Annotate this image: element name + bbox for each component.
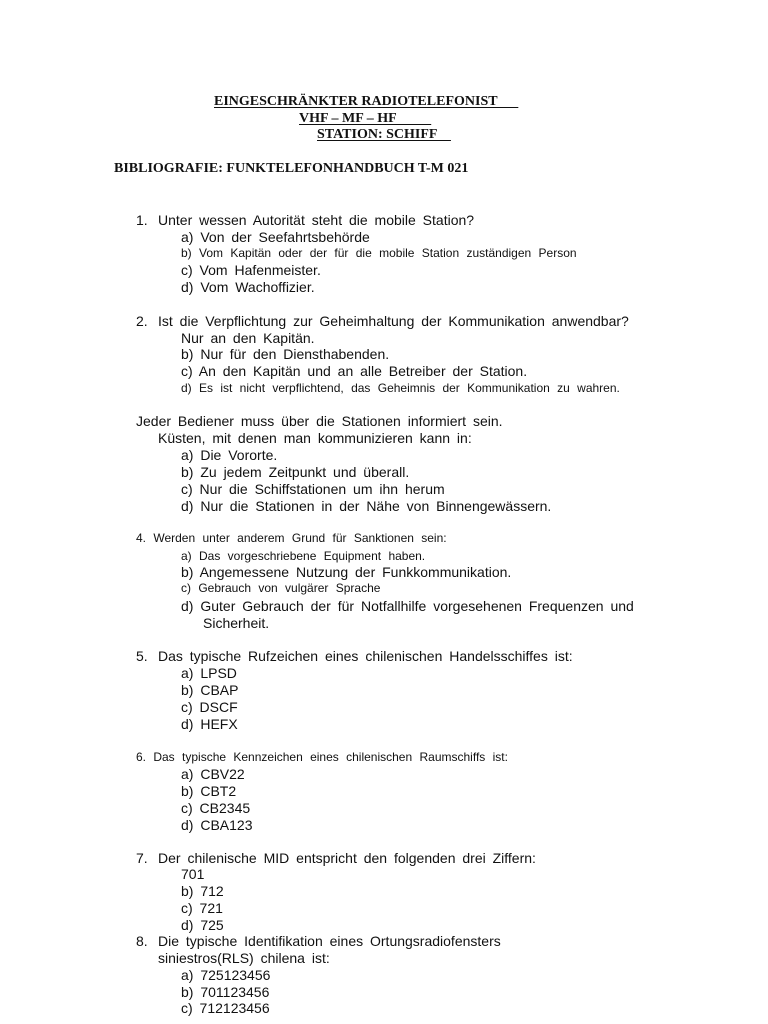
question-7-option-d: d) 725 <box>181 917 224 933</box>
question-5-number: 5. <box>136 648 148 664</box>
question-1-option-a: a) Von der Seefahrtsbehörde <box>181 229 370 245</box>
question-6-text: 6. Das typische Kennzeichen eines chilenischen Raumschiffs ist: <box>136 750 508 764</box>
question-1-option-d: d) Vom Wachoffizier. <box>181 279 315 295</box>
question-7-option-b: b) 712 <box>181 883 224 899</box>
question-1-option-c: c) Vom Hafenmeister. <box>181 262 321 278</box>
question-5-option-d: d) HEFX <box>181 716 238 732</box>
question-3-option-a: a) Die Vororte. <box>181 447 278 463</box>
title-line-1: EINGESCHRÄNKTER RADIOTELEFONIST <box>214 94 519 109</box>
question-5-option-a: a) LPSD <box>181 665 237 681</box>
question-3-option-d: d) Nur die Stationen in der Nähe von Binnengewässern. <box>181 498 552 514</box>
question-2-option-a: Nur an den Kapitän. <box>181 330 315 346</box>
question-6-option-a: a) CBV22 <box>181 766 245 782</box>
question-1-text: Unter wessen Autorität steht die mobile Station? <box>158 212 475 228</box>
title-line-3: STATION: SCHIFF <box>317 127 451 142</box>
question-2-option-b: b) Nur für den Diensthabenden. <box>181 346 390 362</box>
question-4-option-d-continued: Sicherheit. <box>203 615 270 631</box>
question-8-number: 8. <box>136 933 148 949</box>
question-6-option-b: b) CBT2 <box>181 783 237 799</box>
question-5-option-b: b) CBAP <box>181 682 239 698</box>
question-3-option-b: b) Zu jedem Zeitpunkt und überall. <box>181 464 410 480</box>
question-5-text: Das typische Rufzeichen eines chilenischen Handelsschiffes ist: <box>158 648 573 664</box>
question-7-text: Der chilenische MID entspricht den folgenden drei Ziffern: <box>158 850 536 866</box>
question-2-text: Ist die Verpflichtung zur Geheimhaltung der Kommunikation anwendbar? <box>158 313 629 329</box>
question-8-option-b: b) 701123456 <box>181 984 270 1000</box>
question-4-option-a: a) Das vorgeschriebene Equipment haben. <box>181 549 426 563</box>
question-3-option-c: c) Nur die Schiffstationen um ihn herum <box>181 481 445 497</box>
question-1-number: 1. <box>136 212 148 228</box>
question-8-text-continued: siniestros(RLS) chilena ist: <box>158 950 330 966</box>
question-6-option-d: d) CBA123 <box>181 817 253 833</box>
question-7-option-c: c) 721 <box>181 900 223 916</box>
question-4-option-c: c) Gebrauch von vulgärer Sprache <box>181 581 381 595</box>
bibliography-line: BIBLIOGRAFIE: FUNKTELEFONHANDBUCH T-M 021 <box>114 161 469 176</box>
title-line-2: VHF – MF – HF <box>299 111 432 126</box>
question-7-number: 7. <box>136 850 148 866</box>
question-4-option-d: d) Guter Gebrauch der für Notfallhilfe vorgesehenen Frequenzen und <box>181 598 634 614</box>
question-3-text-continued: Küsten, mit denen man kommunizieren kann in: <box>158 430 472 446</box>
question-6-option-c: c) CB2345 <box>181 800 251 816</box>
question-8-text: Die typische Identifikation eines Ortungsradiofensters <box>158 933 501 949</box>
question-8-option-a: a) 725123456 <box>181 967 271 983</box>
question-8-option-c: c) 712123456 <box>181 1000 270 1016</box>
question-4-text: 4. Werden unter anderem Grund für Sanktionen sein: <box>136 531 447 545</box>
question-2-option-c: c) An den Kapitän und an alle Betreiber der Station. <box>181 363 528 379</box>
question-3-text: Jeder Bediener muss über die Stationen informiert sein. <box>136 413 503 429</box>
question-4-option-b: b) Angemessene Nutzung der Funkkommunikation. <box>181 564 512 580</box>
question-5-option-c: c) DSCF <box>181 699 238 715</box>
question-7-option-a: 701 <box>181 866 205 882</box>
question-2-number: 2. <box>136 313 148 329</box>
question-1-option-b: b) Vom Kapitän oder der für die mobile Station zuständigen Person <box>181 246 577 260</box>
question-2-option-d: d) Es ist nicht verpflichtend, das Geheimnis der Kommunikation zu wahren. <box>181 381 620 395</box>
